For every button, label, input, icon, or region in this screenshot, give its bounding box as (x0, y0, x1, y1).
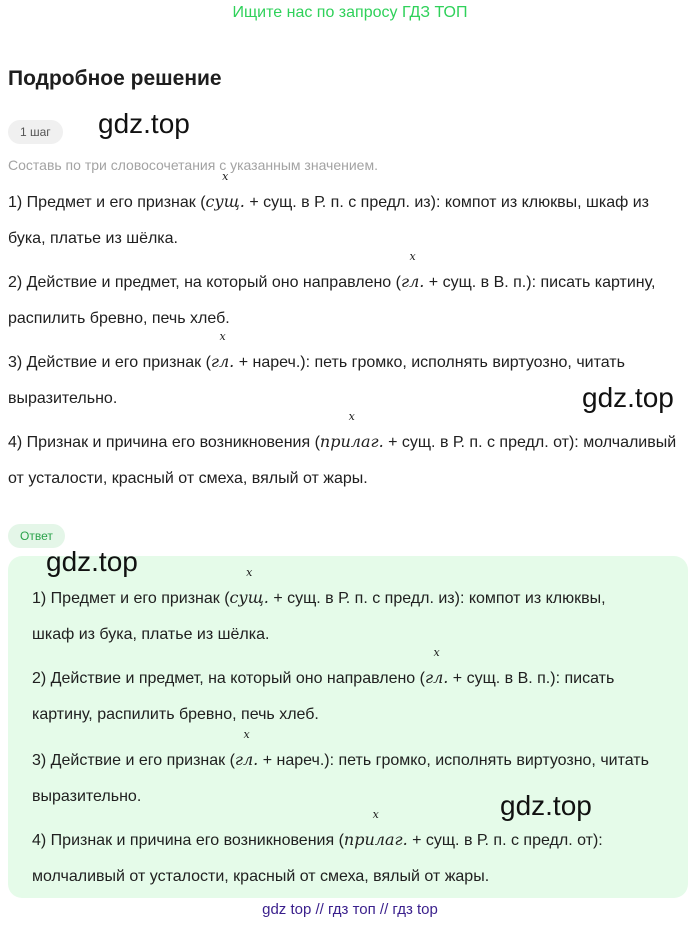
grammar-mark: x гл. (234, 728, 259, 769)
grammar-mark: x прилаг. (343, 808, 408, 849)
grammar-mark: x гл. (400, 250, 425, 291)
solution-item: 4) Признак и причина его возникновения ( x прилаг. + сущ. в Р. п. с предл. от): молчаливый от усталости, красный от смеха, вялый от жары. (8, 410, 677, 487)
page-title: Подробное решение (8, 67, 222, 90)
solution-item: 3) Действие и его признак ( x гл. + нареч.): петь громко, исполнять виртуозно, читать выразительно. (8, 330, 625, 407)
grammar-mark: x гл. (210, 330, 235, 371)
watermark: gdz.top (98, 108, 190, 139)
answer-item: 1) Предмет и его признак ( x сущ. + сущ. в Р. п. с предл. из): компот из клюквы, шкаф из бука, платье из шёлка. (32, 566, 606, 643)
answer-badge: Ответ (8, 524, 65, 548)
answer-item: 2) Действие и предмет, на который оно направлено ( x гл. + сущ. в В. п.): писать картину, распилить бревно, печь хлеб. (32, 646, 615, 723)
search-banner: Ищите нас по запросу ГДЗ ТОП (232, 4, 468, 21)
solution-item: 2) Действие и предмет, на который оно направлено ( x гл. + сущ. в В. п.): писать картину, распилить бревно, печь хлеб. (8, 250, 656, 327)
grammar-mark: x сущ. (205, 170, 245, 211)
watermark: gdz.top (582, 382, 674, 413)
footer-links: gdz top // гдз топ // гдз top (262, 901, 438, 918)
task-text: Составь по три словосочетания с указанным значением. (8, 157, 378, 173)
grammar-mark: x сущ. (229, 566, 269, 607)
watermark: gdz.top (46, 546, 138, 577)
grammar-mark: x прилаг. (319, 410, 384, 451)
solution-item: 1) Предмет и его признак ( x сущ. + сущ. в Р. п. с предл. из): компот из клюквы, шкаф из бука, платье из шёлка. (8, 170, 649, 247)
answer-item: 4) Признак и причина его возникновения ( x прилаг. + сущ. в Р. п. с предл. от): молчаливый от усталости, красный от смеха, вялый от жары. (32, 808, 603, 885)
watermark: gdz.top (500, 790, 592, 821)
grammar-mark: x гл. (424, 646, 449, 687)
step-badge: 1 шаг (8, 120, 63, 144)
answer-item: 3) Действие и его признак ( x гл. + нареч.): петь громко, исполнять виртуозно, читать выразительно. (32, 728, 649, 805)
